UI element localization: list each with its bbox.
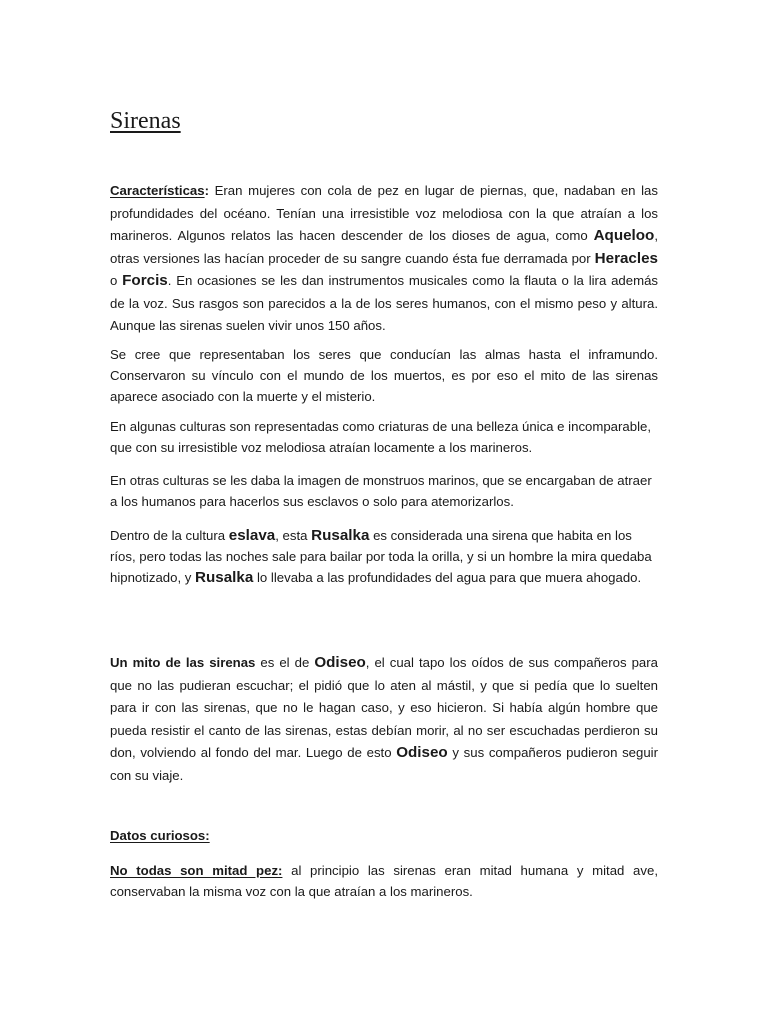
rusalka-text-1: Dentro de la cultura xyxy=(110,528,229,543)
paragraph-rusalka xyxy=(110,525,658,588)
datos-curiosos-label: Datos curiosos: xyxy=(110,828,210,843)
paragraph-mitad-pez xyxy=(110,860,658,902)
odiseo-text-2: , el cual tapo los oídos de sus compañeros para que no las pudieran escuchar; el pidió que lo aten al mástil, y que si pedía que lo suelten para ir con las sirenas, que no le hagan caso, y eso hicieron. Si había algún hombre que pueda resistir el canto de las sirenas, estas debían morir, al no ser escuchadas perdieron su don, volviendo al fondo del mar. Luego de esto xyxy=(110,655,658,760)
paragraph-odiseo xyxy=(110,652,658,787)
rusalka-text-2: , esta xyxy=(275,528,312,543)
rusalka-text-3: es considerada una sirena que habita en los ríos, pero todas las noches sale para bailar por toda la orilla, y si un hombre la mira quedaba hipnotizado, y xyxy=(110,528,652,585)
heracles-name: Heracles xyxy=(594,249,658,267)
caracteristicas-text-2: , otras versiones las hacían proceder de su sangre cuando ésta fue derramada por xyxy=(110,228,658,266)
odiseo-text-1: es el de xyxy=(255,655,315,670)
aqueloo-name: Aqueloo xyxy=(593,227,655,244)
paragraph-inframundo: Se cree que representaban los seres que conducían las almas hasta el inframundo. Conservaron su vínculo con el mundo de los muertos, es por eso el mito de las sirenas aparece asociado con la muerte y el misterio. xyxy=(110,347,658,404)
odiseo-name-2: Odiseo xyxy=(396,744,448,761)
datos-curiosos-heading xyxy=(110,825,658,846)
forcis-name: Forcis xyxy=(122,272,168,289)
mitad-pez-text: al principio las sirenas eran mitad humana y mitad ave, conservaban la misma voz con la que atraían a los marineros. xyxy=(110,863,658,899)
paragraph-monstruos: En otras culturas se les daba la imagen de monstruos marinos, que se encargaban de atraer a los humanos para hacerlos sus esclavos o solo para atemorizarlos. xyxy=(110,473,652,509)
mito-label: Un mito de las sirenas xyxy=(110,655,256,670)
caracteristicas-label: Características xyxy=(110,183,205,198)
paragraph-belleza: En algunas culturas son representadas como criaturas de una belleza única e incomparable, que con su irresistible voz melodiosa atraían locamente a los marineros. xyxy=(110,419,652,455)
odiseo-name-1: Odiseo xyxy=(314,654,366,671)
rusalka-text-4: lo llevaba a las profundidades del agua para que muera ahogado. xyxy=(253,570,642,585)
rusalka-name-2: Rusalka xyxy=(195,569,254,586)
caracteristicas-colon: : xyxy=(204,183,209,198)
caracteristicas-text-4: . En ocasiones se les dan instrumentos musicales como la flauta o la lira además de la voz. Sus rasgos son parecidos a la de los seres humanos, con el mismo peso y altura. Aunque las sirenas suelen vivir unos 150 años. xyxy=(110,273,659,333)
caracteristicas-text-3: o xyxy=(110,273,123,288)
document-title: Sirenas xyxy=(110,108,181,134)
eslava-word: eslava xyxy=(228,527,276,544)
caracteristicas-text-1: Eran mujeres con cola de pez en lugar de piernas, que, nadaban en las profundidades del océano. Tenían una irresistible voz melodiosa con la que atraían a los marineros. Algunos relatos las hacen descender de los dioses de agua, como xyxy=(110,183,658,243)
mitad-pez-label: No todas son mitad pez: xyxy=(110,863,283,878)
odiseo-text-3: y sus compañeros pudieron seguir con su viaje. xyxy=(110,745,658,783)
rusalka-name-1: Rusalka xyxy=(311,527,370,544)
paragraph-caracteristicas xyxy=(110,180,658,338)
